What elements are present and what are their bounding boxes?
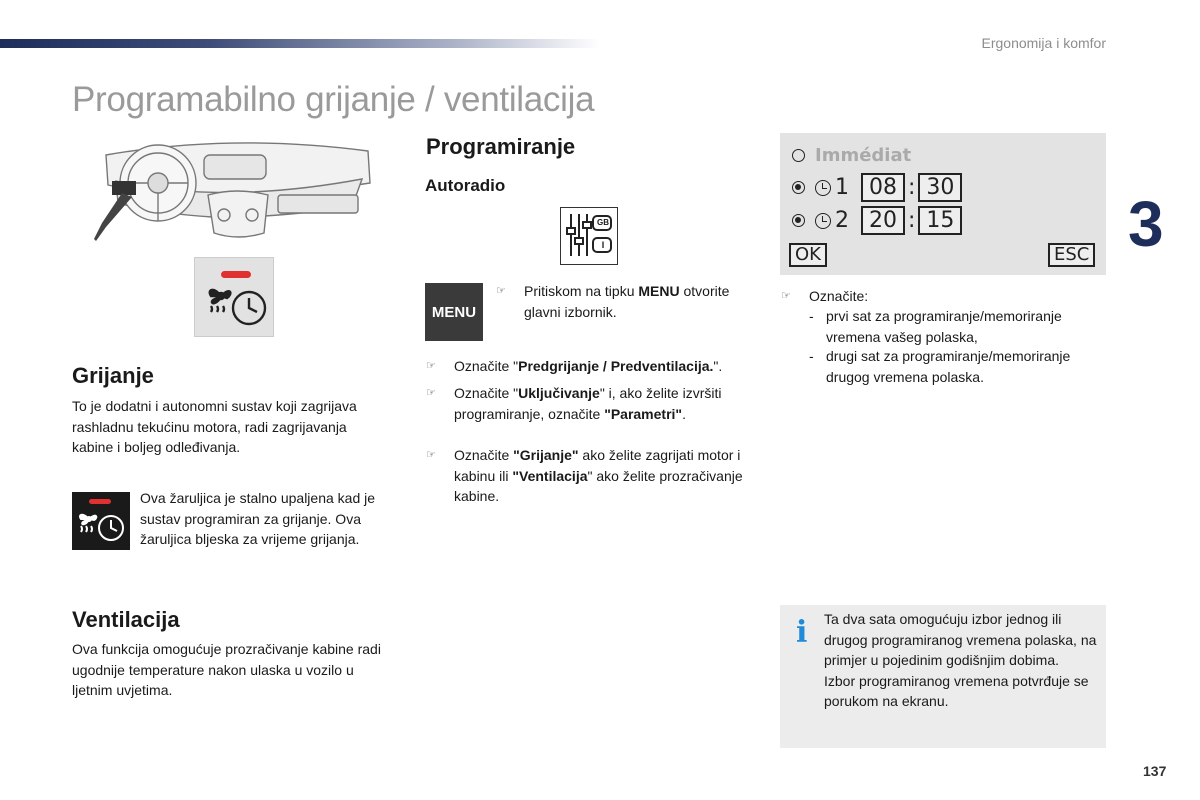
esc-button[interactable]: ESC [1048,243,1095,267]
step-ukljucivanje: ☞ Označite "Uključivanje" i, ako želite izvršiti programiranje, označite "Parametri". [426,385,722,422]
timer2-row[interactable] [792,206,962,235]
immediat-label: Immédiat [815,145,912,166]
timer2-colon: : [908,208,916,233]
indicator-red-light [221,271,251,278]
timer1-radio[interactable] [792,181,805,194]
clock-icon [815,180,831,196]
indicator-text: Ova žaruljica je stalno upaljena kad je sustav programiran za grijanje. Ova žaruljica bljeska za vrijeme grijanja. [140,490,376,547]
radio-i-label: I [601,240,605,250]
header-gradient-bar [0,39,600,48]
info-text [824,609,1104,712]
radio-control-icon [560,207,618,265]
timer-screen [780,133,1106,275]
dashboard-illustration [92,135,374,247]
step-menu: ☞ Pritiskom na tipku MENU otvorite glavni izbornik. [496,283,730,320]
indicator-panel-large [194,257,274,337]
radio-gb-label: GB [597,218,609,227]
programiranje-heading: Programiranje [426,134,576,159]
section-label: Ergonomija i komfor [981,35,1106,51]
page-title: Programabilno grijanje / ventilacija [72,80,595,119]
fan-clock-icon [203,284,269,328]
ok-button[interactable]: OK [789,243,827,267]
step-grijanje-ventilacija: ☞ Označite "Grijanje" ako želite zagrijati motor i kabinu ili "Ventilacija" ako želite prozračivanje kabine. [426,447,743,504]
clock-icon [815,213,831,229]
indicator-panel-small [72,492,130,550]
fan-clock-icon-small [76,510,126,544]
immediat-row[interactable] [792,145,911,166]
oznacite-lead: ☞ Označite: [781,286,1101,307]
indicator-red-light-small [89,499,111,504]
chapter-number: 3 [1128,188,1164,260]
grijanje-heading: Grijanje [72,363,154,388]
ventilacija-text: Ova funkcija omogućuje prozračivanje kabine radi ugodnije temperature nakon ulaska u vozilo u ljetnim uvjetima. [72,641,381,698]
timer2-minutes[interactable]: 15 [918,206,962,235]
info-icon: i [796,615,808,650]
timer1-hours[interactable]: 08 [861,173,905,202]
ventilacija-heading: Ventilacija [72,607,180,632]
timer1-minutes[interactable]: 30 [918,173,962,202]
timer1-row[interactable] [792,173,962,202]
timer2-radio[interactable] [792,214,805,227]
pointing-hand-icon: ☞ [426,360,436,372]
timer2-hours[interactable]: 20 [861,206,905,235]
pointing-hand-icon: ☞ [781,290,791,302]
page-number: 137 [1143,763,1167,779]
pointing-hand-icon: ☞ [496,285,506,297]
step-predgrijanje: ☞ Označite "Predgrijanje / Predventilacija.". [426,356,758,377]
grijanje-text: To je dodatni i autonomni sustav koji zagrijava rashladnu tekućinu motora, radi zagrijavanja kabine i boljeg odleđivanja. [72,398,357,455]
pointing-hand-icon: ☞ [426,449,436,461]
info-box [780,605,1106,748]
timer2-number: 2 [835,208,849,233]
immediat-radio[interactable] [792,149,805,162]
autoradio-subheading: Autoradio [425,176,506,195]
oznacite-item-1: - prvi sat za programiranje/memoriranje vremena vašeg polaska, [809,308,1062,345]
menu-key-icon: MENU [425,283,483,341]
pointing-hand-icon: ☞ [426,387,436,399]
info-line-1: Ta dva sata omogućuju izbor jednog ili drugog programiranog vremena polaska, na primjer u pojedinim godišnjim dobima. [824,611,1097,668]
oznacite-item-2: - drugi sat za programiranje/memoriranje drugog vremena polaska. [809,348,1071,385]
info-line-2: Izbor programiranog vremena potvrđuje se porukom na ekranu. [824,672,1089,709]
timer1-colon: : [908,175,916,200]
timer1-number: 1 [835,175,849,200]
